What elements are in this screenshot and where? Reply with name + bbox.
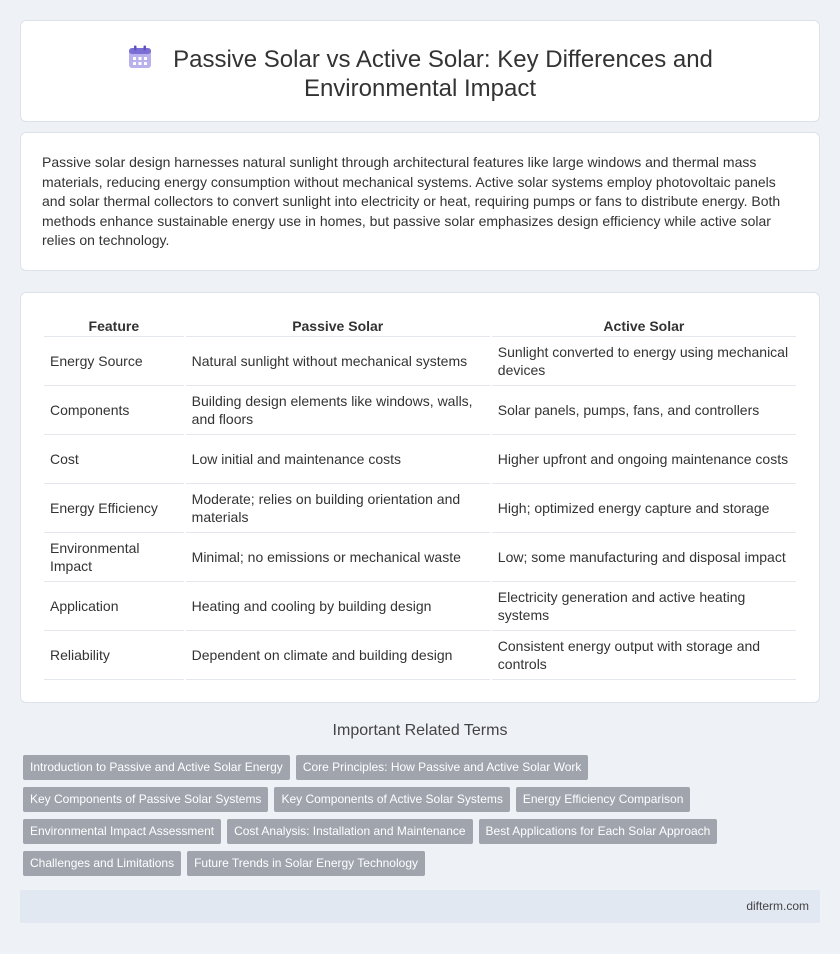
table-row	[44, 484, 796, 533]
table-row	[44, 337, 796, 386]
related-term-tag[interactable]: Environmental Impact Assessment	[23, 819, 221, 844]
footer-brand[interactable]: difterm.com	[746, 899, 809, 913]
table-row	[44, 631, 796, 680]
feature-cell: Environmental Impact	[44, 533, 184, 582]
passive-cell: Natural sunlight without mechanical systems	[186, 337, 490, 386]
related-term-tag[interactable]: Future Trends in Solar Energy Technology	[187, 851, 425, 876]
active-cell: Higher upfront and ongoing maintenance costs	[492, 435, 796, 484]
related-term-tag[interactable]: Key Components of Active Solar Systems	[274, 787, 509, 812]
table-row	[44, 435, 796, 484]
comparison-table	[42, 315, 798, 680]
active-cell: High; optimized energy capture and storage	[492, 484, 796, 533]
related-terms-heading: Important Related Terms	[332, 722, 508, 739]
active-cell: Consistent energy output with storage and controls	[492, 631, 796, 680]
passive-cell: Building design elements like windows, walls, and floors	[186, 386, 490, 435]
active-cell: Sunlight converted to energy using mechanical devices	[492, 337, 796, 386]
header-active-solar: Active Solar	[492, 315, 796, 337]
passive-cell: Heating and cooling by building design	[186, 582, 490, 631]
table-header-row	[44, 315, 796, 337]
intro-card	[20, 132, 820, 271]
header-feature: Feature	[44, 315, 184, 337]
comparison-card	[20, 292, 820, 703]
feature-cell: Components	[44, 386, 184, 435]
page-title: Passive Solar vs Active Solar: Key Differences and Environmental Impact	[173, 46, 713, 102]
passive-cell: Moderate; relies on building orientation and materials	[186, 484, 490, 533]
related-term-tag[interactable]: Challenges and Limitations	[23, 851, 181, 876]
related-term-tag[interactable]: Cost Analysis: Installation and Maintenance	[227, 819, 472, 844]
passive-cell: Minimal; no emissions or mechanical waste	[186, 533, 490, 582]
table-row	[44, 582, 796, 631]
title-card	[20, 20, 820, 122]
feature-cell: Energy Efficiency	[44, 484, 184, 533]
intro-paragraph: Passive solar design harnesses natural sunlight through architectural features like large windows and thermal mass materials, reducing energy consumption without mechanical systems. Active solar systems employ photovoltaic panels and solar thermal collectors to convert sunlight into electricity or heat, requiring pumps or fans to distribute energy. Both methods enhance sustainable energy use in homes, but passive solar emphasizes design efficiency while active solar relies on technology.	[42, 154, 781, 249]
related-term-tag[interactable]: Key Components of Passive Solar Systems	[23, 787, 268, 812]
tag-row	[23, 819, 783, 851]
related-term-tag[interactable]: Best Applications for Each Solar Approach	[479, 819, 718, 844]
active-cell: Solar panels, pumps, fans, and controllers	[492, 386, 796, 435]
feature-cell: Application	[44, 582, 184, 631]
active-cell: Electricity generation and active heating systems	[492, 582, 796, 631]
feature-cell: Cost	[44, 435, 184, 484]
related-term-tag[interactable]: Core Principles: How Passive and Active Solar Work	[296, 755, 589, 780]
passive-cell: Dependent on climate and building design	[186, 631, 490, 680]
active-cell: Low; some manufacturing and disposal impact	[492, 533, 796, 582]
feature-cell: Energy Source	[44, 337, 184, 386]
table-row	[44, 533, 796, 582]
related-term-tag[interactable]: Energy Efficiency Comparison	[516, 787, 691, 812]
tag-row	[23, 851, 783, 883]
related-term-tag[interactable]: Introduction to Passive and Active Solar Energy	[23, 755, 290, 780]
footer	[20, 890, 820, 923]
table-row	[44, 386, 796, 435]
tag-row	[23, 787, 783, 819]
tag-row	[23, 755, 783, 787]
feature-cell: Reliability	[44, 631, 184, 680]
calendar-icon	[127, 44, 153, 70]
title-wrap	[49, 44, 791, 103]
header-passive-solar: Passive Solar	[186, 315, 490, 337]
related-terms-list	[23, 755, 783, 883]
passive-cell: Low initial and maintenance costs	[186, 435, 490, 484]
